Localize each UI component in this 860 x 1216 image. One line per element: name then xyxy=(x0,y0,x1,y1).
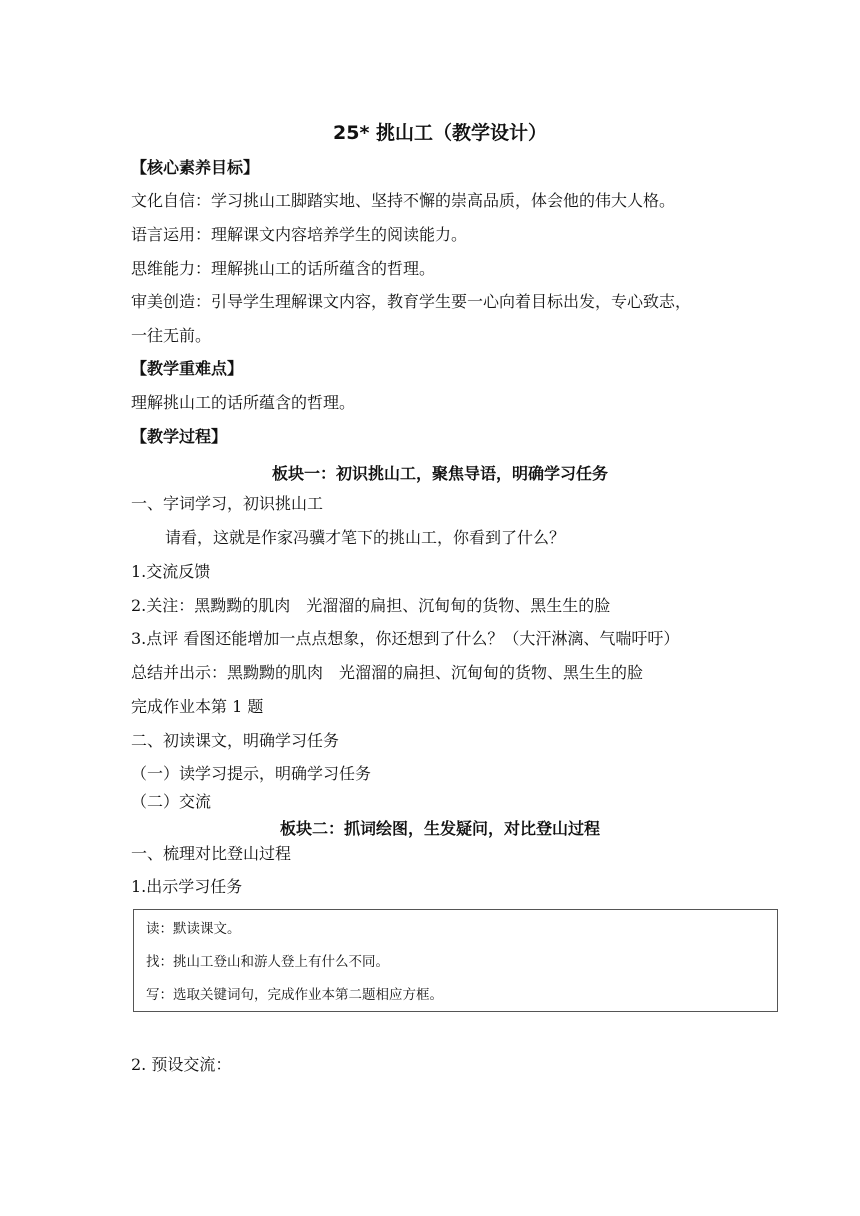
block1-line: 1.交流反馈 xyxy=(131,562,211,581)
core-goal-line: 一往无前。 xyxy=(131,326,212,345)
task-read: 读：默读课文。 xyxy=(146,921,241,937)
core-goal-line: 审美创造：引导学生理解课文内容，教育学生要一心向着目标出发，专心致志， xyxy=(131,292,692,311)
core-goals-heading: 【核心素养目标】 xyxy=(131,158,260,177)
block1-title: 板块一：初识挑山工，聚焦导语，明确学习任务 xyxy=(271,464,608,483)
key-points-text: 理解挑山工的话所蕴含的哲理。 xyxy=(131,393,356,412)
block1-line: （二）交流 xyxy=(131,792,212,811)
core-goal-line: 思维能力：理解挑山工的话所蕴含的哲理。 xyxy=(131,259,436,278)
block1-line: （一）读学习提示，明确学习任务 xyxy=(131,764,372,783)
core-goal-line: 文化自信：学习挑山工脚踏实地、坚持不懈的崇高品质，体会他的伟大人格。 xyxy=(131,191,676,210)
task-box xyxy=(133,909,778,1012)
document-title: 25* 挑山工（教学设计） xyxy=(333,122,547,144)
core-goal-line: 语言运用：理解课文内容培养学生的阅读能力。 xyxy=(131,225,468,244)
block1-line: 二、初读课文，明确学习任务 xyxy=(131,731,340,750)
block1-line: 3.点评 看图还能增加一点点想象，你还想到了什么？（大汗淋漓、气喘吁吁） xyxy=(131,629,680,648)
preset-exchange: 2. 预设交流： xyxy=(131,1055,232,1074)
block2-title: 板块二：抓词绘图，生发疑问，对比登山过程 xyxy=(279,819,600,838)
task-write: 写：选取关键词句，完成作业本第二题相应方框。 xyxy=(146,987,443,1003)
key-points-heading: 【教学重难点】 xyxy=(131,359,244,378)
block2-line: 一、梳理对比登山过程 xyxy=(131,844,292,863)
block1-line: 总结并出示：黑黝黝的肌肉 光溜溜的扁担、沉甸甸的货物、黑生生的脸 xyxy=(131,663,644,682)
block1-line: 2.关注：黑黝黝的肌肉 光溜溜的扁担、沉甸甸的货物、黑生生的脸 xyxy=(131,596,611,615)
task-find: 找：挑山工登山和游人登上有什么不同。 xyxy=(146,954,389,970)
process-heading: 【教学过程】 xyxy=(131,427,228,446)
block1-line: 一、字词学习，初识挑山工 xyxy=(131,494,324,513)
block1-line: 完成作业本第 1 题 xyxy=(131,697,264,716)
block1-line: 请看，这就是作家冯骥才笔下的挑山工，你看到了什么？ xyxy=(165,528,566,547)
block2-line: 1.出示学习任务 xyxy=(131,877,243,896)
